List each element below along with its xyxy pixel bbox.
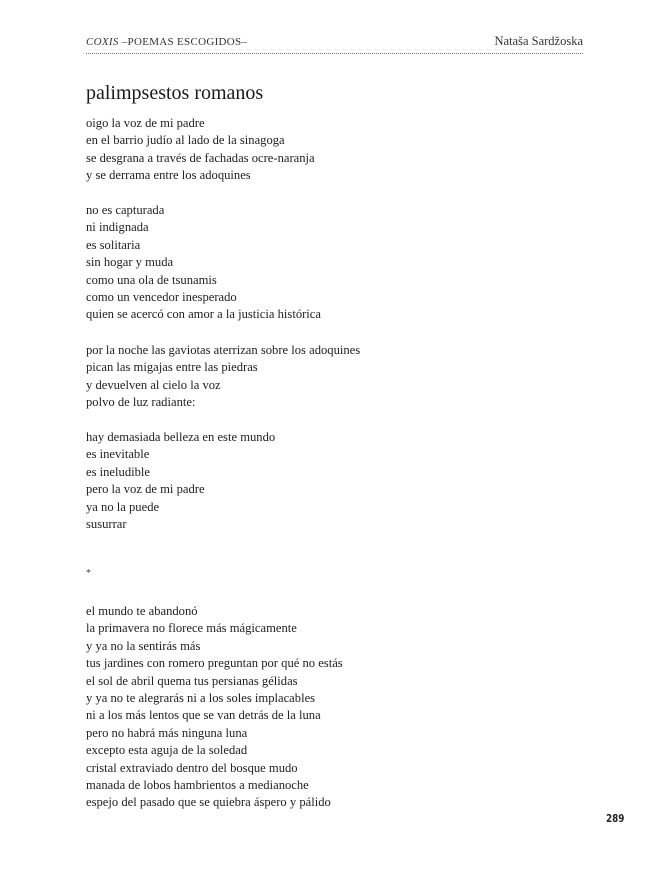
verse-line: es inevitable <box>86 447 150 462</box>
verse-line: manada de lobos hambrientos a medianoche <box>86 778 309 793</box>
verse-line: ni a los más lentos que se van detrás de la luna <box>86 708 321 723</box>
verse-line: y se derrama entre los adoquines <box>86 168 251 183</box>
verse-line: oigo la voz de mi padre <box>86 116 205 130</box>
verse-line: pero no habrá más ninguna luna <box>86 725 248 740</box>
verse-line: y ya no la sentirás más <box>86 638 201 653</box>
verse-line: el mundo te abandonó <box>86 604 198 618</box>
stanza-4 <box>86 429 275 533</box>
verse-line: excepto esta aguja de la soledad <box>86 743 248 758</box>
header-book-title: COXIS –POEMAS ESCOGIDOS– <box>86 36 248 48</box>
verse-line: por la noche las gaviotas aterrizan sobre los adoquines <box>86 343 361 357</box>
verse-line: sin hogar y muda <box>86 255 174 270</box>
verse-line: como un vencedor inesperado <box>86 290 237 305</box>
header-divider <box>86 53 583 54</box>
verse-line: no es capturada <box>86 203 165 217</box>
verse-line: como una ola de tsunamis <box>86 272 217 287</box>
running-header <box>86 36 583 52</box>
header-author: Nataša Sardžoska <box>494 34 583 48</box>
verse-line: en el barrio judío al lado de la sinagoga <box>86 133 285 148</box>
section-separator: * <box>86 568 91 579</box>
verse-line: cristal extraviado dentro del bosque mudo <box>86 760 298 775</box>
verse-line: se desgrana a través de fachadas ocre-naranja <box>86 150 315 165</box>
verse-line: quien se acercó con amor a la justicia histórica <box>86 307 321 322</box>
verse-line: espejo del pasado que se quiebra áspero y pálido <box>86 795 331 810</box>
stanza-2 <box>86 202 321 324</box>
verse-line: ya no la puede <box>86 499 160 514</box>
verse-line: susurrar <box>86 517 127 532</box>
verse-line: es ineludible <box>86 464 151 479</box>
verse-line: y ya no te alegrarás ni a los soles implacables <box>86 691 316 706</box>
verse-line: y devuelven al cielo la voz <box>86 377 221 392</box>
verse-line: pero la voz de mi padre <box>86 482 205 497</box>
poem-title: palimpsestos romanos <box>86 82 264 104</box>
verse-line: ni indignada <box>86 220 149 235</box>
verse-line: pican las migajas entre las piedras <box>86 360 258 375</box>
verse-line: polvo de luz radiante: <box>86 395 196 410</box>
verse-line: el sol de abril quema tus persianas gélidas <box>86 673 298 688</box>
poem-2-body <box>86 603 343 812</box>
verse-line: es solitaria <box>86 237 141 252</box>
verse-line: tus jardines con romero preguntan por qué no estás <box>86 656 343 671</box>
verse-line: la primavera no florece más mágicamente <box>86 621 297 636</box>
page-number: 289 <box>606 812 625 825</box>
stanza-1 <box>86 115 315 185</box>
stanza-3 <box>86 342 360 412</box>
verse-line: hay demasiada belleza en este mundo <box>86 430 276 444</box>
